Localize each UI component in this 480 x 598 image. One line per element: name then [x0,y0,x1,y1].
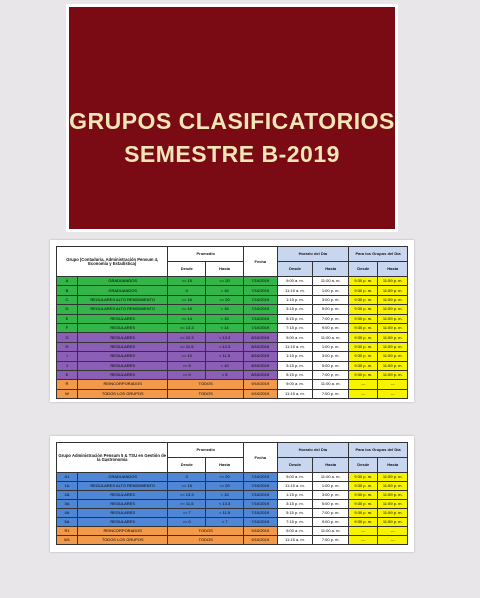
group-label-cell: REGULARES [78,518,168,527]
promedio-hasta-cell: < 11.5 [206,509,244,518]
horario-desde-cell: 9:00 a. m. [277,333,313,342]
group-code-cell: W1 [57,536,78,545]
para-hasta-header: Hasta [378,458,408,473]
horario-hasta-cell: 11:00 a. m. [313,380,349,389]
group-code-cell: 4A [57,509,78,518]
table-row [57,527,408,536]
horario-desde-cell: 3:15 p. m. [277,500,313,509]
horario-desde-cell: 7:15 p. m. [277,518,313,527]
horario-hasta-cell: 7:00 p. m. [313,389,349,398]
group-label-cell: REGULARES [78,342,168,351]
table-row [57,482,408,491]
fecha-cell: 7/10/2019 [244,323,278,332]
fecha-header: Fecha [244,247,278,277]
horario-hasta-cell: 9:00 p. m. [313,518,349,527]
group-label-cell: GRADUANDOS [78,473,168,482]
horario-desde-cell: 1:15 p. m. [277,491,313,500]
horario-hasta-cell: 1:00 p. m. [313,342,349,351]
promedio-desde-cell: 0 [168,286,206,295]
fecha-cell: 7/10/2019 [244,286,278,295]
promedio-desde-cell: 0 [168,473,206,482]
para-desde-cell: --- [349,527,378,536]
horario-desde-cell: 9:00 a. m. [277,277,313,286]
para-hasta-cell: 11:59 p. m. [378,509,408,518]
horario-hasta-cell: 3:00 p. m. [313,295,349,304]
table-row [57,370,408,379]
horario-desde-cell: 9:00 a. m. [277,527,313,536]
promedio-cell: TODOS [168,536,244,545]
group-code-cell: A [57,277,78,286]
para-hasta-cell: 11:59 p. m. [378,333,408,342]
promedio-desde-cell: >= 11.5 [168,342,206,351]
group-label-cell: REGULARES [78,323,168,332]
promedio-desde-cell: >= 14 [168,314,206,323]
fecha-cell: 8/10/2019 [244,370,278,379]
table-row [57,536,408,545]
fecha-cell: 9/10/2019 [244,380,278,389]
para-desde-cell: --- [349,380,378,389]
promedio-hasta-cell: <= 20 [206,277,244,286]
group-label-cell: REGULARES ALTO RENDIMIENTO [78,295,168,304]
horario-hasta-cell: 7:00 p. m. [313,536,349,545]
group-code-cell: E [57,314,78,323]
hasta-header: Hasta [206,458,244,473]
table-row [57,473,408,482]
group-code-cell: 1A [57,482,78,491]
title-banner [66,4,398,232]
horario-desde-header: Desde [277,262,313,277]
horario-hasta-cell: 5:00 p. m. [313,305,349,314]
horario-desde-cell: 9:00 a. m. [277,380,313,389]
fecha-header: Fecha [244,443,278,473]
table-row [57,323,408,332]
promedio-hasta-cell: < 13.3 [206,333,244,342]
promedio-desde-cell: >= 16 [168,295,206,304]
desde-header: Desde [168,262,206,277]
fecha-cell: 7/10/2019 [244,491,278,500]
horario-hasta-cell: 7:00 p. m. [313,509,349,518]
fecha-cell: 7/10/2019 [244,473,278,482]
horario-desde-cell: 3:15 p. m. [277,361,313,370]
para-hasta-cell: 11:59 p. m. [378,342,408,351]
group-code-cell: I [57,352,78,361]
fecha-cell: 9/10/2019 [244,527,278,536]
para-hasta-cell: --- [378,389,408,398]
horario-hasta-cell: 1:00 p. m. [313,286,349,295]
promedio-hasta-cell: <= 20 [206,295,244,304]
promedio-hasta-cell: < 13.3 [206,500,244,509]
group-code-cell: A1 [57,473,78,482]
table-row [57,314,408,323]
horario-hasta-header: Hasta [313,262,349,277]
group-code-cell: F [57,323,78,332]
group-code-cell: D [57,305,78,314]
promedio-hasta-cell: <= 20 [206,473,244,482]
fecha-cell: 7/10/2019 [244,518,278,527]
table-row [57,342,408,351]
schedule-table-2 [56,442,408,545]
group-header: Grupo Administración Pensum 5 & TSU en Gestión de la Gastronomía [57,443,168,473]
fecha-cell: 8/10/2019 [244,352,278,361]
para-desde-cell: 9:30 p. m. [349,509,378,518]
horario-desde-header: Desde [277,458,313,473]
fecha-cell: 9/10/2019 [244,389,278,398]
para-hasta-cell: 11:59 p. m. [378,473,408,482]
fecha-cell: 8/10/2019 [244,342,278,351]
promedio-hasta-cell: < 15 [206,314,244,323]
para-desde-cell: 9:30 p. m. [349,361,378,370]
fecha-cell: 7/10/2019 [244,500,278,509]
group-code-cell: R [57,380,78,389]
group-label-cell: REGULARES [78,333,168,342]
promedio-hasta-cell: < 15 [206,491,244,500]
para-hasta-cell: 11:59 p. m. [378,361,408,370]
para-hasta-cell: --- [378,380,408,389]
promedio-desde-cell: >= 5 [168,361,206,370]
table-2-body [57,473,408,545]
horario-hasta-cell: 7:00 p. m. [313,314,349,323]
group-label-cell: REGULARES [78,491,168,500]
promedio-hasta-cell: < 14 [206,323,244,332]
promedio-hasta-cell: < 7 [206,518,244,527]
table-1-body [57,277,408,399]
schedule-sheet-1 [50,240,414,402]
table-row [57,389,408,398]
para-desde-header: Desde [349,458,378,473]
table-row [57,518,408,527]
promedio-desde-cell: >= 12.3 [168,333,206,342]
table-row [57,491,408,500]
group-label-cell: GRADUANDOS [78,277,168,286]
horario-hasta-cell: 3:00 p. m. [313,491,349,500]
promedio-desde-cell: >= 0 [168,518,206,527]
group-code-cell: 3A [57,500,78,509]
para-desde-cell: 9:30 p. m. [349,277,378,286]
horario-hasta-cell: 3:00 p. m. [313,352,349,361]
group-code-cell: R1 [57,527,78,536]
group-label-cell: REINCORPORADOS [78,527,168,536]
para-hasta-cell: 11:59 p. m. [378,277,408,286]
group-header: Grupo (Contaduría, Administración Pensum 4, Economía y Estadística) [57,247,168,277]
fecha-cell: 7/10/2019 [244,314,278,323]
promedio-desde-cell: >= 7 [168,509,206,518]
group-code-cell: 5A [57,518,78,527]
para-hasta-header: Hasta [378,262,408,277]
promedio-cell: TODOS [168,389,244,398]
promedio-desde-cell: >= 15 [168,305,206,314]
group-code-cell: B [57,286,78,295]
horario-hasta-cell: 5:00 p. m. [313,500,349,509]
promedio-hasta-cell: < 12.3 [206,342,244,351]
para-desde-cell: 9:30 p. m. [349,491,378,500]
horario-hasta-cell: 9:00 p. m. [313,323,349,332]
para-header: Para los Grupos del Día [349,247,408,262]
table-row [57,509,408,518]
horario-hasta-cell: 5:00 p. m. [313,361,349,370]
fecha-cell: 9/10/2019 [244,536,278,545]
table-row [57,295,408,304]
para-hasta-cell: 11:59 p. m. [378,286,408,295]
horario-desde-cell: 11:15 a. m. [277,482,313,491]
para-hasta-cell: --- [378,536,408,545]
promedio-header: Promedio [168,247,244,262]
schedule-sheet-2 [50,436,414,552]
para-desde-cell: 9:30 p. m. [349,482,378,491]
para-hasta-cell: 11:59 p. m. [378,482,408,491]
promedio-desde-cell: >= 15 [168,482,206,491]
promedio-hasta-cell: < 10 [206,361,244,370]
horario-hasta-cell: 1:00 p. m. [313,482,349,491]
schedule-table-1 [56,246,408,399]
group-code-cell: C [57,295,78,304]
para-hasta-cell: 11:59 p. m. [378,370,408,379]
para-header: Para los Grupos del Día [349,443,408,458]
para-hasta-cell: 11:59 p. m. [378,500,408,509]
promedio-hasta-cell: <= 20 [206,482,244,491]
fecha-cell: 7/10/2019 [244,277,278,286]
para-desde-header: Desde [349,262,378,277]
horario-desde-cell: 3:15 p. m. [277,305,313,314]
horario-hasta-cell: 7:00 p. m. [313,370,349,379]
group-label-cell: TODOS LOS GRUPOS [78,536,168,545]
para-desde-cell: 9:30 p. m. [349,305,378,314]
promedio-hasta-cell: < 5 [206,370,244,379]
group-label-cell: TODOS LOS GRUPOS [78,389,168,398]
promedio-cell: TODOS [168,527,244,536]
group-label-cell: REGULARES [78,314,168,323]
para-desde-cell: 9:30 p. m. [349,333,378,342]
horario-hasta-cell: 11:00 a. m. [313,473,349,482]
fecha-cell: 7/10/2019 [244,295,278,304]
promedio-desde-cell: >= 10 [168,352,206,361]
group-label-cell: GRADUANDOS [78,286,168,295]
horario-header: Horario del Día [277,247,348,262]
group-label-cell: REGULARES [78,352,168,361]
horario-hasta-cell: 11:00 a. m. [313,527,349,536]
para-hasta-cell: 11:59 p. m. [378,305,408,314]
table-row [57,361,408,370]
para-desde-cell: 9:30 p. m. [349,314,378,323]
promedio-hasta-cell: < 15 [206,286,244,295]
para-hasta-cell: 11:59 p. m. [378,323,408,332]
banner-title: GRUPOS CLASIFICATORIOS [69,108,395,134]
para-desde-cell: --- [349,389,378,398]
horario-desde-cell: 11:15 a. m. [277,342,313,351]
group-label-cell: REGULARES ALTO RENDIMIENTO [78,305,168,314]
promedio-desde-cell: >= 13.3 [168,323,206,332]
table-row [57,286,408,295]
group-label-cell: REINCORPORADOS [78,380,168,389]
table-row [57,500,408,509]
fecha-cell: 8/10/2019 [244,333,278,342]
para-desde-cell: 9:30 p. m. [349,286,378,295]
horario-hasta-cell: 11:00 a. m. [313,333,349,342]
hasta-header: Hasta [206,262,244,277]
group-code-cell: 2A [57,491,78,500]
horario-header: Horario del Día [277,443,348,458]
promedio-hasta-cell: < 16 [206,305,244,314]
horario-desde-cell: 11:15 a. m. [277,536,313,545]
para-hasta-cell: 11:59 p. m. [378,518,408,527]
promedio-cell: TODOS [168,380,244,389]
horario-hasta-header: Hasta [313,458,349,473]
horario-desde-cell: 9:00 a. m. [277,473,313,482]
para-desde-cell: 9:30 p. m. [349,295,378,304]
promedio-header: Promedio [168,443,244,458]
para-hasta-cell: 11:59 p. m. [378,295,408,304]
fecha-cell: 8/10/2019 [244,361,278,370]
para-desde-cell: 9:30 p. m. [349,518,378,527]
group-label-cell: REGULARES [78,500,168,509]
group-code-cell: H [57,342,78,351]
group-code-cell: W [57,389,78,398]
horario-desde-cell: 1:15 p. m. [277,295,313,304]
group-code-cell: J [57,361,78,370]
table-row [57,333,408,342]
promedio-hasta-cell: < 11.5 [206,352,244,361]
fecha-cell: 7/10/2019 [244,509,278,518]
para-desde-cell: 9:30 p. m. [349,473,378,482]
para-hasta-cell: 11:59 p. m. [378,314,408,323]
horario-desde-cell: 5:15 p. m. [277,370,313,379]
group-code-cell: K [57,370,78,379]
table-row [57,305,408,314]
table-row [57,380,408,389]
para-desde-cell: 9:30 p. m. [349,352,378,361]
promedio-desde-cell: >= 0 [168,370,206,379]
para-hasta-cell: 11:59 p. m. [378,491,408,500]
group-label-cell: REGULARES [78,361,168,370]
desde-header: Desde [168,458,206,473]
group-label-cell: REGULARES ALTO RENDIMIENTO [78,482,168,491]
table-row [57,277,408,286]
banner-subtitle: SEMESTRE B-2019 [124,141,340,167]
para-desde-cell: 9:30 p. m. [349,323,378,332]
para-desde-cell: 9:30 p. m. [349,500,378,509]
promedio-desde-cell: >= 15 [168,277,206,286]
promedio-desde-cell: >= 11.5 [168,500,206,509]
fecha-cell: 7/10/2019 [244,482,278,491]
group-label-cell: REGULARES [78,509,168,518]
horario-desde-cell: 5:15 p. m. [277,509,313,518]
horario-hasta-cell: 11:00 a. m. [313,277,349,286]
horario-desde-cell: 11:15 a. m. [277,389,313,398]
horario-desde-cell: 5:15 p. m. [277,314,313,323]
para-hasta-cell: --- [378,527,408,536]
horario-desde-cell: 1:15 p. m. [277,352,313,361]
para-desde-cell: 9:30 p. m. [349,342,378,351]
horario-desde-cell: 11:15 a. m. [277,286,313,295]
horario-desde-cell: 7:15 p. m. [277,323,313,332]
para-hasta-cell: 11:59 p. m. [378,352,408,361]
promedio-desde-cell: >= 13.3 [168,491,206,500]
para-desde-cell: 9:30 p. m. [349,370,378,379]
para-desde-cell: --- [349,536,378,545]
group-code-cell: G [57,333,78,342]
fecha-cell: 7/10/2019 [244,305,278,314]
group-label-cell: REGULARES [78,370,168,379]
table-row [57,352,408,361]
